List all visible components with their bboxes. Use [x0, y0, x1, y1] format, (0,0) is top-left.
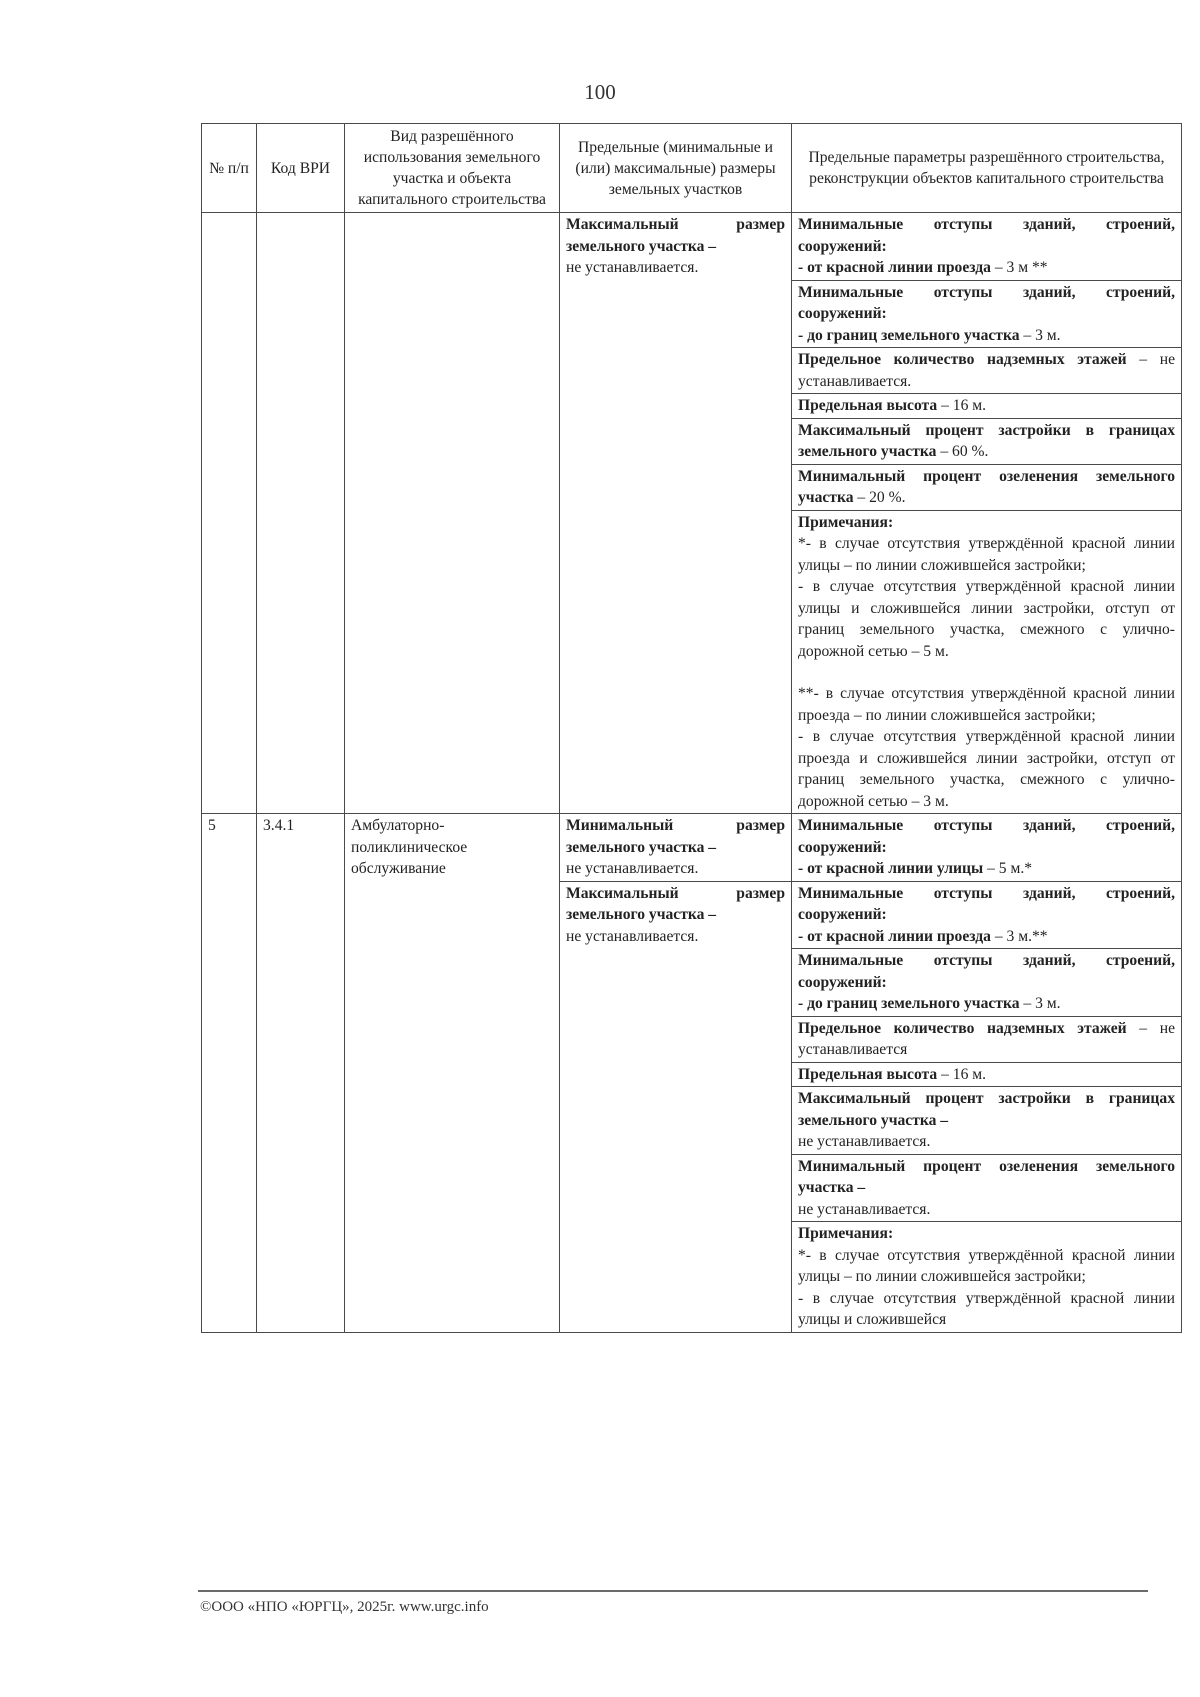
- param-cell: [792, 814, 1182, 882]
- size-title: Максимальный размер земельного участка –: [566, 884, 785, 923]
- footer-divider: [198, 1590, 1148, 1592]
- param-value: – 5 м.*: [983, 860, 1033, 877]
- page-number: 100: [584, 80, 616, 104]
- param-title: Минимальные отступы зданий, строений, сооружений:: [798, 216, 1175, 255]
- header-num: № п/п: [202, 124, 257, 213]
- cell-kind: Амбулаторно-поликлиническое обслуживание: [345, 814, 560, 1333]
- param-cell: [792, 1154, 1182, 1222]
- note-line: **- в случае отсутствия утверждённой красной линии проезда – по линии сложившейся застройки;: [798, 685, 1175, 724]
- note-line: *- в случае отсутствия утверждённой красной линии улицы – по линии сложившейся застройки;: [798, 535, 1175, 574]
- note-line: - в случае отсутствия утверждённой красной линии проезда и сложившейся линии застройки, отступ от границ земельного участка, смежного с улично-дорожной сетью – 3 м.: [798, 728, 1175, 810]
- param-title: Предельное количество надземных этажей: [798, 1019, 1127, 1037]
- param-cell: [792, 1062, 1182, 1087]
- param-value: – 3 м.: [1019, 995, 1061, 1012]
- param-value: не устанавливается.: [798, 1133, 931, 1150]
- note-line: - в случае отсутствия утверждённой красной линии улицы и сложившейся: [798, 1289, 1175, 1328]
- header-sizes: Предельные (минимальные и (или) максимальные) размеры земельных участков: [560, 124, 792, 213]
- param-subtitle: - от красной линии проезда: [798, 259, 991, 276]
- note-line: *- в случае отсутствия утверждённой красной линии улицы – по линии сложившейся застройки;: [798, 1246, 1175, 1285]
- size-cell: [560, 213, 792, 814]
- param-value: не устанавливается.: [798, 1200, 931, 1218]
- param-subtitle: - от красной линии улицы: [798, 860, 984, 877]
- cell-code: [257, 213, 345, 814]
- param-cell: [792, 280, 1182, 348]
- param-cell: [792, 418, 1182, 464]
- size-value: не устанавливается.: [566, 860, 699, 877]
- header-kind: Вид разрешённого использования земельного участка и объекта капитального строительства: [345, 124, 560, 213]
- size-cell: [560, 814, 792, 882]
- param-cell: [792, 1087, 1182, 1155]
- note-line: - в случае отсутствия утверждённой красной линии улицы и сложившейся линии застройки, отступ от границ земельного участка, смежного с улично-дорожной сетью – 5 м.: [798, 578, 1175, 660]
- param-value: – 20 %.: [853, 489, 906, 506]
- table-row: [202, 213, 1182, 281]
- param-cell: [792, 213, 1182, 281]
- cell-kind: [345, 213, 560, 814]
- param-value: – не устанавливается: [798, 1019, 1175, 1058]
- table-header-row: [202, 124, 1182, 213]
- param-cell: [792, 394, 1182, 419]
- param-cell: [792, 1016, 1182, 1062]
- size-cell: [560, 881, 792, 1332]
- param-title: Минимальные отступы зданий, строений, сооружений:: [798, 817, 1175, 856]
- param-subtitle: - от красной линии проезда: [798, 927, 991, 945]
- param-title: Предельная высота: [798, 1065, 938, 1083]
- param-title: Минимальный процент озеленения земельного участка: [798, 467, 1175, 506]
- size-title: Минимальный размер земельного участка –: [566, 817, 785, 856]
- size-value: не устанавливается.: [566, 927, 699, 945]
- size-title: Максимальный размер земельного участка –: [566, 216, 785, 255]
- notes-cell: [792, 510, 1182, 814]
- param-title: Предельная высота: [798, 397, 938, 414]
- footer-copyright: ©ООО «НПО «ЮРГЦ», 2025г. www.urgc.info: [200, 1599, 489, 1615]
- notes-title: Примечания:: [798, 1225, 894, 1242]
- param-cell: [792, 881, 1182, 949]
- param-value: – 16 м.: [937, 1065, 987, 1083]
- param-value: – не устанавливается.: [798, 351, 1175, 390]
- note-line: [798, 662, 1175, 683]
- param-value: – 3 м.: [1019, 326, 1061, 344]
- cell-code: 3.4.1: [257, 814, 345, 1333]
- header-params: Предельные параметры разрешённого строительства, реконструкции объектов капитального строительства: [792, 124, 1182, 213]
- notes-cell: [792, 1222, 1182, 1333]
- table-row: [202, 814, 1182, 882]
- notes-title: Примечания:: [798, 513, 894, 531]
- param-value: – 3 м.**: [990, 927, 1048, 945]
- param-value: – 60 %.: [936, 443, 989, 460]
- param-title: Минимальные отступы зданий, строений, сооружений:: [798, 283, 1175, 322]
- param-value: – 3 м **: [990, 259, 1048, 276]
- param-cell: [792, 949, 1182, 1017]
- size-value: не устанавливается.: [566, 259, 699, 276]
- param-title: Максимальный процент застройки в границах земельного участка: [798, 421, 1175, 460]
- regulations-table: [201, 123, 1182, 1333]
- param-title: Минимальный процент озеленения земельного участка –: [798, 1157, 1175, 1196]
- cell-num: [202, 213, 257, 814]
- param-title: Максимальный процент застройки в границах земельного участка –: [798, 1090, 1175, 1129]
- param-title: Предельное количество надземных этажей: [798, 351, 1127, 368]
- param-title: Минимальные отступы зданий, строений, сооружений:: [798, 884, 1175, 923]
- param-subtitle: - до границ земельного участка: [798, 326, 1020, 344]
- param-cell: [792, 348, 1182, 394]
- param-value: – 16 м.: [937, 397, 987, 414]
- param-subtitle: - до границ земельного участка: [798, 995, 1020, 1012]
- param-cell: [792, 464, 1182, 510]
- cell-num: 5: [202, 814, 257, 1333]
- header-code: Код ВРИ: [257, 124, 345, 213]
- param-title: Минимальные отступы зданий, строений, сооружений:: [798, 952, 1175, 991]
